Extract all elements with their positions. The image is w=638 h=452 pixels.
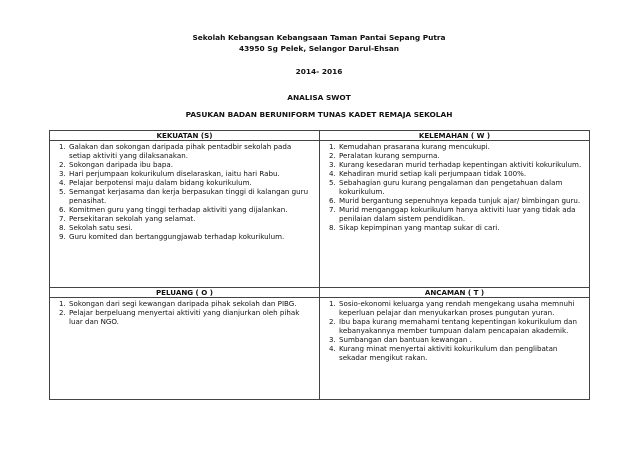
strengths-item: Sokongan daripada ibu bapa. [69, 160, 174, 170]
year-range: 2014- 2016 [295, 67, 343, 76]
threats-heading: ANCAMAN ( T ) [320, 288, 590, 298]
weaknesses-item: Murid bergantung sepenuhnya kepada tunjuk ajar/ bimbingan guru. [339, 196, 581, 206]
weaknesses-cell [320, 141, 590, 288]
strengths-item: Guru komited dan bertanggungjawab terhadap kokurikulum. [69, 232, 285, 242]
strengths-item: Persekitaran sekolah yang selamat. [69, 214, 196, 224]
swot-table [49, 130, 590, 400]
opportunities-cell [50, 298, 320, 400]
threats-item: Sosio-ekonomi keluarga yang rendah mengekang usaha memnuhi keperluan pelajar dan menyukarkan proses pungutan yuran. [339, 299, 575, 318]
weaknesses-item: Sikap kepimpinan yang mantap sukar di cari. [339, 223, 500, 233]
unit-title: PASUKAN BADAN BERUNIFORM TUNAS KADET REMAJA SEKOLAH [185, 110, 453, 119]
strengths-list [55, 142, 313, 242]
strengths-item: Semangat kerjasama dan kerja berpasukan tinggi di kalangan guru penasihat. [69, 187, 309, 206]
opportunities-item: Sokongan dari segi kewangan daripada pihak sekolah dan PIBG. [69, 299, 297, 308]
opportunities-item: Pelajar berpeluang menyertai aktiviti yang dianjurkan oleh pihak luar dan NGO. [69, 308, 300, 327]
weaknesses-item: Peralatan kurang sempurna. [339, 151, 440, 161]
threats-item: Sumbangan dan bantuan kewangan . [339, 335, 472, 345]
weaknesses-list [325, 142, 583, 232]
weaknesses-item: Kemudahan prasarana kurang mencukupi. [339, 142, 490, 151]
threats-list [325, 299, 583, 362]
weaknesses-item: Murid menganggap kokurikulum hanya aktiviti luar yang tidak ada penilaian dalam sistem pendidikan. [339, 205, 576, 224]
threats-item: Ibu bapa kurang memahami tentang kepentingan kokurikulum dan kebanyakannya member tumpuan dalam pencapaian akademik. [339, 317, 577, 336]
school-address: 43950 Sg Pelek, Selangor Darul-Ehsan [238, 44, 400, 53]
strengths-item: Sekolah satu sesi. [69, 223, 133, 233]
strengths-cell [50, 141, 320, 288]
strengths-item: Komitmen guru yang tinggi terhadap aktiviti yang dijalankan. [69, 205, 288, 215]
weaknesses-heading: KELEMAHAN ( W ) [320, 131, 590, 141]
opportunities-list [55, 299, 313, 326]
strengths-item: Hari perjumpaan kokurikulum diselaraskan, iaitu hari Rabu. [69, 169, 280, 179]
strengths-item: Galakan dan sokongan daripada pihak pentadbir sekolah pada setiap aktiviti yang dilaksanakan. [69, 142, 292, 161]
strengths-item: Pelajar berpotensi maju dalam bidang kokurikulum. [69, 178, 252, 188]
weaknesses-item: Sebahagian guru kurang pengalaman dan pengetahuan dalam kokurikulum. [339, 178, 563, 197]
document-title: ANALISA SWOT [287, 93, 351, 102]
threats-item: Kurang minat menyertai aktiviti kokurikulum dan penglibatan sekadar mengikut rakan. [339, 344, 558, 363]
weaknesses-item: Kurang kesedaran murid terhadap kepentingan aktiviti kokurikulum. [339, 160, 582, 170]
school-name: Sekolah Kebangsan Kebangsaan Taman Pantai Sepang Putra [192, 33, 446, 42]
opportunities-heading: PELUANG ( O ) [50, 288, 320, 298]
weaknesses-item: Kehadiran murid setiap kali perjumpaan tidak 100%. [339, 169, 527, 179]
strengths-heading: KEKUATAN (S) [50, 131, 320, 141]
threats-cell [320, 298, 590, 400]
